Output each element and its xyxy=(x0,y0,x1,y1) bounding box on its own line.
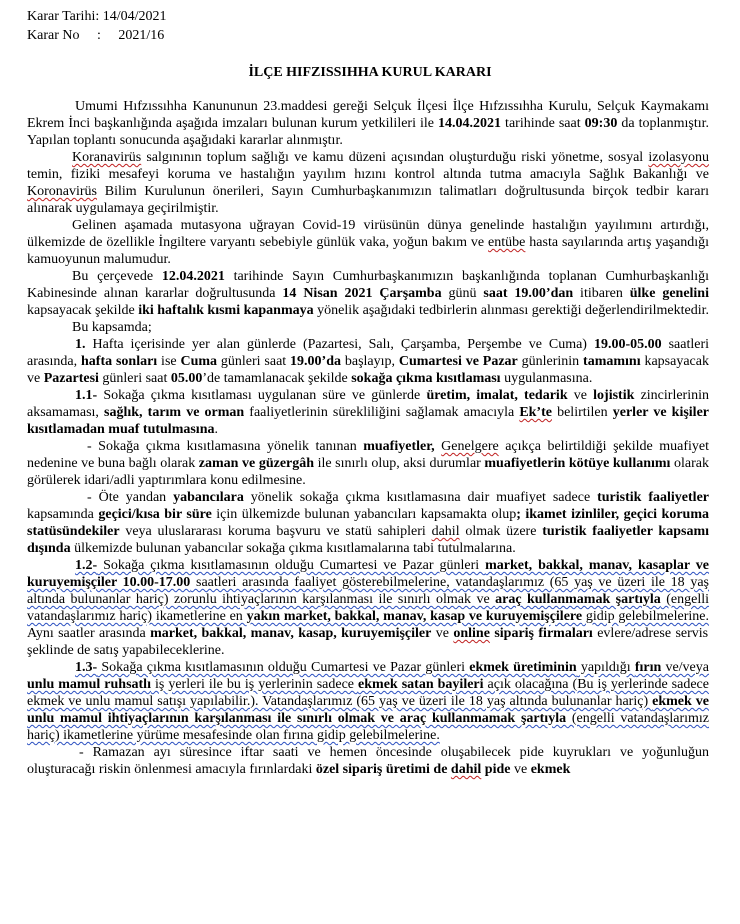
paragraph-intro xyxy=(27,98,709,149)
text-run: kapsamında xyxy=(27,507,99,522)
text-run: olmak üzere xyxy=(459,524,543,539)
text-run: 19.00’da xyxy=(290,354,341,369)
paragraph-item-1-2 xyxy=(27,557,709,659)
text-run: başlayıp, xyxy=(341,354,399,369)
text-run: uygulanmasına. xyxy=(500,371,593,386)
text-run: 1. xyxy=(75,337,86,352)
text-run: online xyxy=(453,626,490,641)
text-run: fırın xyxy=(634,660,662,675)
text-run: Sokağa çıkma kısıtlamasının olduğu Cumartesi ve Pazar günleri xyxy=(97,660,470,675)
text-run: sokağa çıkma kısıtlaması xyxy=(351,371,501,386)
text-run: günü xyxy=(441,286,484,301)
text-run: itibaren xyxy=(573,286,630,301)
text-run: - Öte yandan xyxy=(87,490,174,505)
text-run: Aynı saatler arasında xyxy=(27,626,151,641)
text-run: 09:30 xyxy=(584,116,618,131)
text-run: iki haftalık kısmi kapanmaya xyxy=(138,303,314,318)
text-run: sipariş firmaları xyxy=(494,626,593,641)
paragraph-exemptions xyxy=(27,438,709,489)
text-run: yönelik sokağa çıkma kısıtlamasına dair muafiyet sadece xyxy=(243,490,598,505)
text-run: entübe xyxy=(488,235,526,250)
text-run: zincirlerinin aksamaması, xyxy=(27,388,709,420)
text-run: Hafta içerisinde yer alan günlerde (Pazartesi, Salı, Çarşamba, Perşembe ve Cuma) xyxy=(85,337,594,352)
text-run: yakın market, bakkal, manav, kasap ve kuruyemişçilere xyxy=(246,609,583,624)
text-run: veya uluslararası koruma başvuru ve statü sahipleri xyxy=(119,524,432,539)
text-run: belirtilen xyxy=(551,405,613,420)
text-run: muafiyetler, xyxy=(363,439,435,454)
text-run: saat 19.00’dan xyxy=(483,286,574,301)
text-run: ; ikamet izinliler, geçici koruma statüsündekiler xyxy=(27,507,709,539)
text-run: ve xyxy=(510,762,531,777)
text-run: için ülkemizde bulunan yabancıları kapsamakta olup xyxy=(211,507,517,522)
paragraph-foreigners xyxy=(27,489,709,557)
document-title: İLÇE HIFZISSIHHA KURUL KARARI xyxy=(248,65,492,80)
text-run: ekmek xyxy=(530,762,571,777)
text-run: saatleri arasında, xyxy=(27,337,709,369)
text-run: dahil xyxy=(431,524,460,539)
text-run: olarak görülerek idari/adli yaptırımlara konu edilmesine. xyxy=(27,456,709,488)
paragraph-coronavirus xyxy=(27,149,709,217)
text-run: üretim, imalat, tedarik xyxy=(426,388,568,403)
text-run: 1.2- xyxy=(75,558,98,573)
text-run: ve xyxy=(567,388,594,403)
paragraph-framework xyxy=(27,268,709,319)
text-run: Koranavirüs xyxy=(72,150,142,165)
text-run: Ek’te xyxy=(519,405,552,420)
text-run: ve xyxy=(431,626,454,641)
text-run: (engelli vatandaşlarımız hariç) ikametlerine yürüme mesafesinde olan fırına gidip gelebilmelerine. xyxy=(27,711,709,743)
text-run: sağlık, tarım ve orman xyxy=(104,405,245,420)
text-run: ve/veya xyxy=(661,660,709,675)
text-run: günleri saat xyxy=(98,371,171,386)
text-run: ekmek üretiminin xyxy=(469,660,577,675)
text-run: kapsayacak ve xyxy=(27,354,709,386)
document-body xyxy=(27,98,709,778)
paragraph-item-1 xyxy=(27,336,709,387)
text-run: Sokağa çıkma kısıtlaması uygulanan süre ve günlerde xyxy=(97,388,427,403)
decision-date: Karar Tarihi: 14/04/2021 xyxy=(27,9,167,24)
paragraph-item-1-1 xyxy=(27,387,709,438)
text-run: geçici/kısa bir süre xyxy=(98,507,212,522)
text-run: açıkça belirtildiği şekilde muafiyet nedenine ve buna bağlı olarak xyxy=(27,439,710,471)
text-run: evlere/adrese servis şeklinde de satış yapabileceklerine. xyxy=(27,626,709,658)
text-run: ülkemizde bulunan yabancılar sokağa çıkma kısıtlamalarına tabi tutulmalarına. xyxy=(70,541,516,556)
paragraph-ramadan xyxy=(27,744,709,778)
paragraph-item-1-3 xyxy=(27,659,709,744)
text-run: da toplanmıştır. Yapılan toplantı sonucunda aşağıdaki kararlar alınmıştır. xyxy=(27,116,709,148)
text-run: günleri saat xyxy=(217,354,291,369)
text-run: 19.00-05.00 xyxy=(593,337,662,352)
text-run: pide xyxy=(484,762,511,777)
text-run: Pazartesi xyxy=(43,371,99,386)
text-run: Cumartesi ve Pazar xyxy=(398,354,518,369)
text-run: ’de tamamlanacak şekilde xyxy=(202,371,352,386)
text-run: 12.04.2021 xyxy=(161,269,225,284)
text-run: araç kullanmamak şartıyla xyxy=(495,592,661,607)
text-run: muafiyetlerin kötüye kullanımı xyxy=(484,456,671,471)
text-run: market, bakkal, manav, kasaplar ve kuruyemişçiler 10.00-17.00 xyxy=(27,558,710,590)
text-run: . xyxy=(214,422,218,437)
text-run: saatleri arasında faaliyet gösterebilmelerine, vatandaşlarımız (65 yaş ve üzeri ile 18 yaş altında bulunanlar hariç) zorunlu ihtiyaçlarının karşılanması ile sınırlı olmak ve xyxy=(27,575,710,607)
text-run: gidip gelebilmelerine. xyxy=(582,609,710,624)
text-run: 1.3- xyxy=(75,660,98,675)
text-run: 14.04.2021 xyxy=(438,116,502,131)
decision-number: Karar No : 2021/16 xyxy=(27,28,165,43)
text-run: izolasyonu xyxy=(648,150,709,165)
text-run: iş yerleri ile bu iş yerlerinin sadece xyxy=(150,677,359,692)
text-run: Bilim Kurulunun önerileri, Sayın Cumhurbaşkanımızın talimatları doğrultusunda birçok tedbir kararı alınarak uygulamaya geçirilmiştir. xyxy=(27,184,709,216)
paragraph-mutation xyxy=(27,217,709,268)
text-run: yabancılara xyxy=(173,490,244,505)
text-run: turistik faaliyetler xyxy=(597,490,709,505)
text-run: (engelli vatandaşlarımız hariç) ikametlerine en xyxy=(27,592,709,624)
text-run: Sokağa çıkma kısıtlamasının olduğu Cumartesi ve Pazar günleri xyxy=(97,558,486,573)
text-run: ile sınırlı olup, aksi durumlar xyxy=(314,456,485,471)
text-run: turistik faaliyetler kapsamı dışında xyxy=(27,524,710,556)
text-run: 05.00 xyxy=(170,371,203,386)
text-run: unlu mamul ruhsatlı xyxy=(27,677,151,692)
text-run: ülke genelini xyxy=(629,286,709,301)
text-run: hasta sayılarında artış yaşandığı kamuoyunun malumudur. xyxy=(27,235,709,267)
text-run: ekmek ve unlu mamul ihtiyaçlarının karşılanması ile sınırlı olmak ve araç kullanmamak şartıyla xyxy=(27,694,709,726)
text-run: özel sipariş üretimi de xyxy=(315,762,448,777)
text-run: zaman ve güzergâh xyxy=(198,456,315,471)
text-run: ise xyxy=(157,354,181,369)
text-run: tarihinde saat xyxy=(501,116,585,131)
text-run: Bu kapsamda; xyxy=(72,320,152,335)
text-run: günlerinin xyxy=(517,354,584,369)
text-run: Gelinen aşamada mutasyona uğrayan Covid-19 virüsünün dünya genelinde hastalığın yayılımını artırdığı, ülkemizde de özellikle İngiltere varyantı sebebiyle günlük vaka, yoğun bakım ve xyxy=(27,218,709,250)
text-run: Umumi Hıfzıssıhha Kanununun 23.maddesi gereği Selçuk İlçesi İlçe Hıfzıssıhha Kurulu, Selçuk Kaymakamı Ekrem İnci başkanlığında aşağıda imzaları bulunan kurum yetkilileri ile xyxy=(27,99,709,131)
text-run: market, bakkal, manav, kasap, kuruyemişçiler xyxy=(150,626,432,641)
text-run: Bu çerçevede xyxy=(72,269,162,284)
text-run: tamamını xyxy=(583,354,641,369)
text-run: yapıldığı xyxy=(576,660,635,675)
text-run: - Sokağa çıkma kısıtlamasına yönelik tanınan xyxy=(87,439,364,454)
text-run: Genelgere xyxy=(441,439,499,454)
text-run: kapsayacak şekilde xyxy=(27,303,139,318)
text-run: hafta sonları xyxy=(81,354,158,369)
text-run: ekmek satan bayileri xyxy=(358,677,484,692)
text-run: lojistik xyxy=(593,388,635,403)
text-run: - Ramazan ayı süresince iftar saati ve hemen öncesinde oluşabilecek pide kuyrukları ve yoğunluğun oluşturacağı riskin önlenmesi amacıyla fırınlardaki xyxy=(27,745,709,777)
text-run: salgınının toplum sağlığı ve kamu düzeni açısından oluşturduğu riski yönetme, sosyal xyxy=(141,150,649,165)
text-run: yerler ve kişiler kısıtlamadan muaf tutulmasına xyxy=(27,405,710,437)
paragraph-scope xyxy=(27,319,709,336)
text-run: faaliyetlerinin sürekliliğini sağlamak amacıyla xyxy=(244,405,520,420)
text-run: yönelik aşağıdaki tedbirlerin alınması gerektiği değerlendirilmektedir. xyxy=(313,303,710,318)
text-run: Cuma xyxy=(180,354,218,369)
text-run: açık olacağına (Bu iş yerlerinde sadece ekmek ve unlu mamul satışı yapılabilir.). Vatandaşlarımız (65 yaş ve üzeri ile 18 yaş altında bulunanlar hariç) xyxy=(27,677,709,709)
text-run: 1.1- xyxy=(75,388,98,403)
text-run: Koronavirüs xyxy=(27,184,97,199)
text-run: tarihinde Sayın Cumhurbaşkanımızın başkanlığında toplanan Cumhurbaşkanlığı Kabinesinde alınan kararlar doğrultusunda xyxy=(27,269,709,301)
text-run: dahil xyxy=(450,762,482,777)
text-run: temin, fiziki mesafeyi koruma ve hastalığın yayılım hızını kontrol altında tutma amacıyla Sağlık Bakanlığı ve xyxy=(27,167,709,182)
text-run: 14 Nisan 2021 Çarşamba xyxy=(282,286,442,301)
